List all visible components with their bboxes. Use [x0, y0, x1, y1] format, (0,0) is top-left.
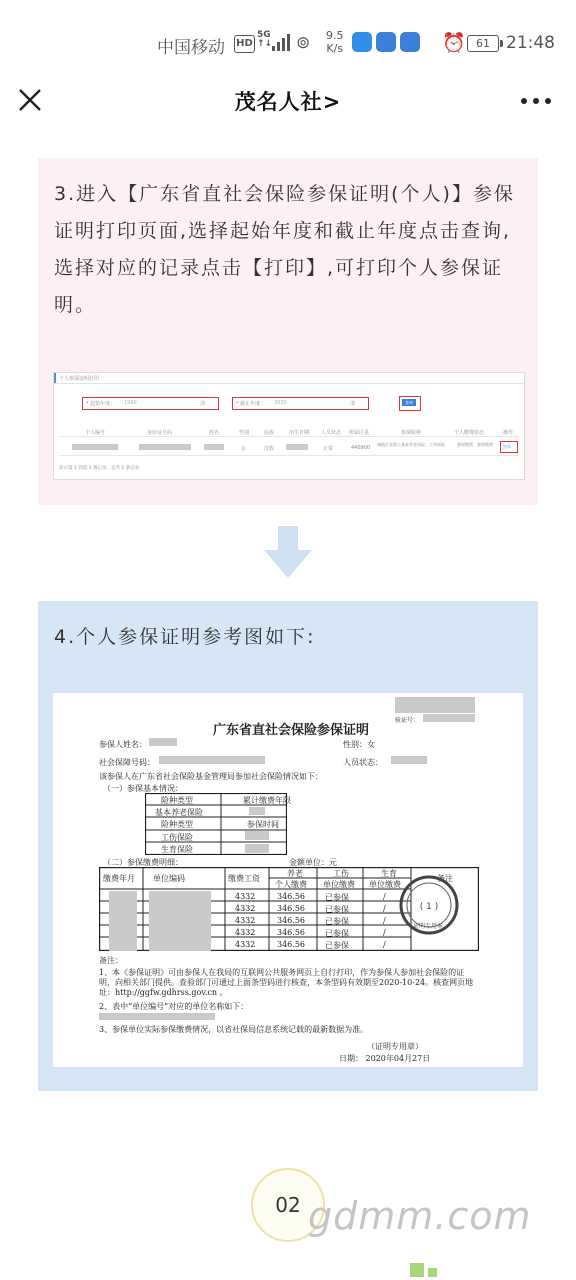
table-row: 女 汉族 正常 440900 城镇企业职工基本养老保险，工伤保险 参保缴费，参保缴费 打印: [59, 439, 519, 456]
certificate-title: 广东省直社会保险参保证明: [213, 723, 370, 738]
app-notification-icon: [400, 32, 420, 52]
step3-text: 3.进入【广东省直社会保险参保证明(个人)】参保证明打印页面,选择起始年度和截止年度点击查询,选择对应的记录点击【打印】,可打印个人参保证明。: [54, 183, 515, 316]
query-button[interactable]: 查询: [402, 399, 416, 406]
page-title[interactable]: 茂名人社>: [234, 90, 342, 114]
network-5g-label: 5G ↑↓: [257, 30, 273, 49]
panel-title: 个人参保证明打印: [59, 376, 100, 382]
network-speed: 9.5 K/s: [326, 29, 344, 55]
print-page-screenshot: [53, 372, 525, 480]
step4-card: [38, 601, 538, 1091]
clock: 21:48: [506, 33, 555, 53]
signal-icon: [272, 33, 294, 51]
end-year-clear[interactable]: 清: [350, 401, 356, 407]
start-year-input[interactable]: 1990: [124, 400, 137, 406]
app-notification-icon: [376, 32, 396, 52]
nav-bar: [0, 72, 576, 130]
app-notification-icon: [352, 32, 372, 52]
certificate-image: 验证号： 广东省直社会保险参保证明 参保人姓名： 性别：女 社会保障号码： 人员状态： 该参保人在广东省社会保险基金管理局参加社会保险情况如下： （一）参保基本情况： 险种类型 累计缴费年限 基本养老保险 险种类型 参保时间 工伤保险 生育保险 （二）参保缴费明细： 金额单位：元 缴费年月 单位编码 缴费工资 养老 个人缴费 工伤 单位缴费 生育 单位缴费 备注 4332 346.56 已参保 / 4332 346.56 已参保 / 4332 346.56 已参保 / 4332 346.56 已参保 / 4332 346.56 已参保 / ( 1 ) 证明专用章 备注： 1、本《参保证明》可由参保人在我局的互联网公共服务网页上自行打印，作为参保人参加社会保险的证明，向相关部门提供。查验部门可通过上面条型码进行核查，本条型码有效期至2020-10-24。核查网页地址：http://ggfw.gdhrss.gov.cn 。 2、表中“单位编号”对应的单位名称如下： 3、参保单位实际参保缴费情况，以省社保局信息系统记载的最新数据为准。 （证明专用章） 日期： 2020年04月27日: [53, 693, 523, 1067]
step4-text: 4.个人参保证明参考图如下:: [54, 626, 316, 648]
start-year-label: * 起始年度：: [86, 401, 116, 407]
battery-icon: 61: [467, 35, 499, 52]
hd-badge: HD: [234, 35, 255, 53]
start-year-clear[interactable]: 清: [200, 401, 206, 407]
page-number: 02: [275, 1193, 301, 1217]
watermark: gdmm.com: [308, 1194, 532, 1238]
more-icon[interactable]: [520, 97, 552, 105]
carrier-label: 中国移动: [157, 38, 225, 58]
print-button[interactable]: 打印: [503, 444, 511, 449]
arrow-down-icon: [264, 526, 312, 578]
end-year-label: * 截止年度：: [236, 401, 266, 407]
results-footer: 显示第 1 到第 1 条记录，总共 1 条记录: [59, 466, 140, 471]
decor-square: [410, 1263, 424, 1277]
results-header: 个人编号 身份证号码 姓名 性别 民族 出生日期 人员状态 所属区县 参保险种 个人缴费状态 操作: [59, 427, 519, 437]
end-year-input[interactable]: 2020: [274, 400, 287, 406]
decor-square: [428, 1268, 437, 1277]
hotspot-icon: ⊚: [296, 33, 311, 53]
svg-text:( 1 ): ( 1 ): [419, 902, 439, 912]
stamp-text: 证明专用章: [413, 923, 444, 930]
alarm-icon: ⏰: [442, 32, 466, 54]
verify-label: 验证号：: [395, 717, 420, 724]
step3-card: [38, 158, 538, 505]
